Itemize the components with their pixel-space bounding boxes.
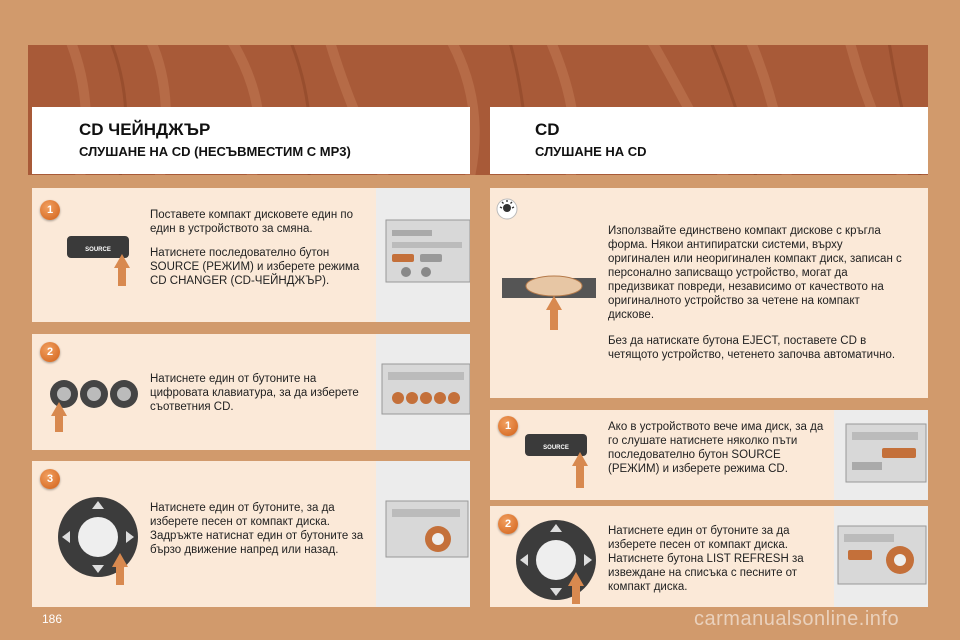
radio-unit-icon bbox=[834, 410, 928, 500]
radio-unit-icon bbox=[376, 334, 470, 450]
radio-panel-image bbox=[834, 506, 928, 607]
right-info-card bbox=[490, 188, 928, 398]
radio-unit-icon bbox=[376, 461, 470, 607]
direction-pad-icon bbox=[512, 516, 602, 606]
right-step-2-text bbox=[608, 524, 833, 594]
step-instruction: Натиснете един от бутоните на цифровата клавиатура, за да изберете съответния CD. bbox=[150, 373, 359, 413]
page-number: 186 bbox=[42, 612, 63, 626]
preset-keypad-icon bbox=[44, 374, 144, 434]
source-button-icon bbox=[520, 428, 600, 498]
radio-panel-image bbox=[834, 410, 928, 500]
source-button-label: SOURCE bbox=[85, 247, 111, 253]
right-page-subtitle: СЛУШАНЕ НА CD bbox=[535, 144, 647, 159]
left-step-1-text bbox=[150, 208, 375, 288]
left-step-3-card bbox=[32, 461, 470, 607]
step-badge: 2 bbox=[498, 514, 518, 534]
radio-panel-image bbox=[376, 188, 470, 322]
cd-insert-icon bbox=[500, 272, 600, 332]
radio-unit-icon bbox=[376, 188, 470, 322]
step-instruction: Поставете компакт дисковете един по един в устройството за смяна. bbox=[150, 209, 353, 235]
left-step-3-text bbox=[150, 501, 375, 557]
left-title-box bbox=[32, 107, 470, 174]
source-button-label: SOURCE bbox=[543, 445, 569, 451]
left-step-1-card bbox=[32, 188, 470, 322]
left-step-2-text bbox=[150, 372, 360, 414]
right-step-2-card bbox=[490, 506, 928, 607]
step-badge: 3 bbox=[40, 469, 60, 489]
step-instruction: Натиснете един от бутоните, за да изберете песен от компакт диска. Задръжте натиснат един от бутоните за бързо движение напред или назад. bbox=[150, 502, 364, 556]
right-step-1-text bbox=[608, 420, 833, 476]
radio-unit-icon bbox=[834, 506, 928, 607]
right-title-box bbox=[490, 107, 928, 174]
right-step-1-card bbox=[490, 410, 928, 500]
radio-panel-image bbox=[376, 334, 470, 450]
radio-panel-image bbox=[376, 461, 470, 607]
left-step-2-card bbox=[32, 334, 470, 450]
step-badge: 1 bbox=[40, 200, 60, 220]
step-instruction: Натиснете последователно бутон SOURCE (РЕЖИМ) и изберете режима CD CHANGER (CD-ЧЕЙНДЖЪР). bbox=[150, 247, 360, 287]
lightbulb-icon bbox=[496, 198, 518, 220]
step-badge: 2 bbox=[40, 342, 60, 362]
left-page-title: CD ЧЕЙНДЖЪР bbox=[79, 120, 211, 139]
right-page-title: CD bbox=[535, 120, 560, 139]
direction-pad-icon bbox=[54, 493, 144, 593]
watermark: carmanualsonline.info bbox=[694, 608, 900, 630]
step-badge: 1 bbox=[498, 416, 518, 436]
info-paragraph: Без да натискате бутона EJECT, поставете CD в четящото устройство, четенето започва автоматично. bbox=[608, 335, 896, 361]
step-instruction: Ако в устройството вече има диск, за да го слушате натиснете няколко пъти последователно бутон SOURCE (РЕЖИМ) и изберете режима CD. bbox=[608, 421, 824, 475]
source-button-icon bbox=[62, 228, 132, 288]
right-info-text bbox=[608, 224, 903, 362]
step-instruction: Натиснете един от бутоните за да изберете песен от компакт диска. Натиснете бутона LIST REFRESH за извеждане на списъка с песните от компакт диска. bbox=[608, 525, 804, 593]
info-paragraph: Използвайте единствено компакт дискове с кръгла форма. Някои антипиратски системи, върху оригинален или неоригинален компакт диск, записан с персонално записващо устройство, могат да предизвикат повреди, независимо от качеството на оригиналното устройство за четене на компакт дискове. bbox=[608, 225, 902, 321]
left-page-subtitle: СЛУШАНЕ НА CD (НЕСЪВМЕСТИМ С MP3) bbox=[79, 144, 351, 159]
